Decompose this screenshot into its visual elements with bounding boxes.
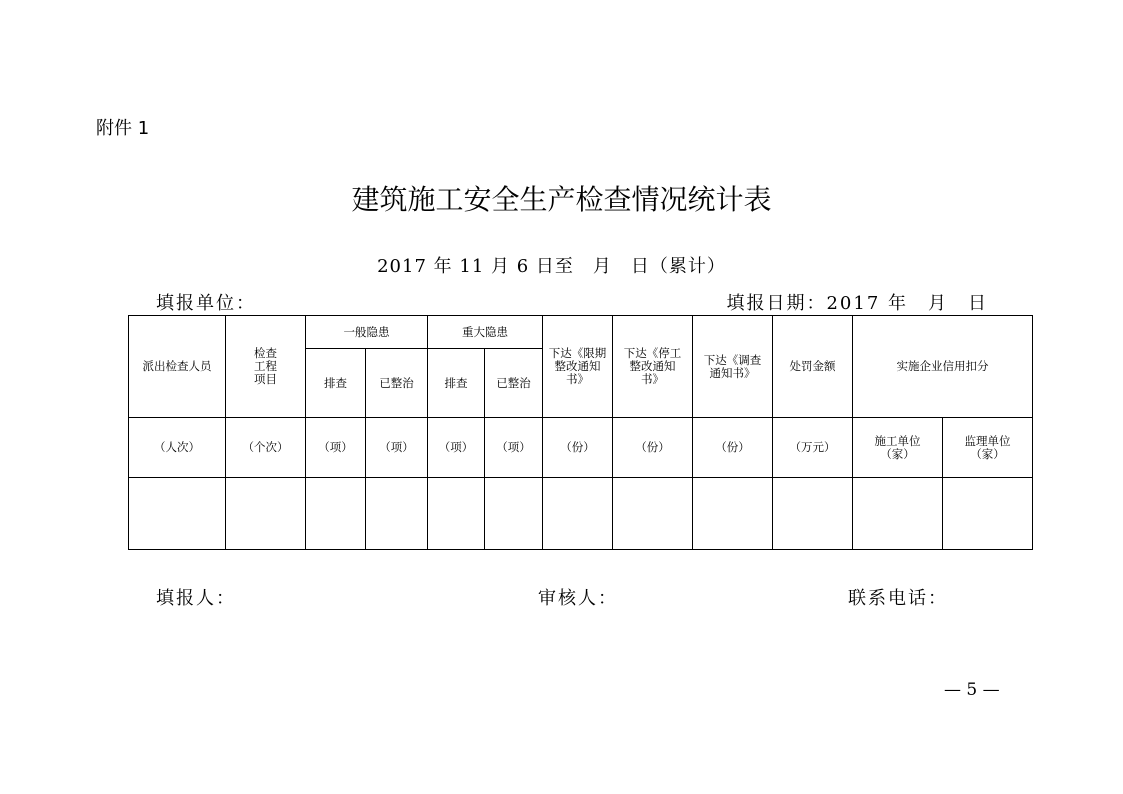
data-cell-inspectors[interactable] [129, 478, 226, 550]
data-cell-major-rectified[interactable] [485, 478, 543, 550]
unit-projects: （个次） [226, 418, 306, 478]
data-cell-construction-unit[interactable] [853, 478, 943, 550]
unit-general-rectified: （项） [366, 418, 428, 478]
data-cell-projects[interactable] [226, 478, 306, 550]
data-cell-investigation-notice[interactable] [693, 478, 773, 550]
unit-major-rectified: （项） [485, 418, 543, 478]
unit-construction-unit: 施工单位 （家） [853, 418, 943, 478]
data-cell-supervision-unit[interactable] [943, 478, 1033, 550]
data-cell-stop-work-notice[interactable] [613, 478, 693, 550]
header-inspectors: 派出检查人员 [129, 316, 226, 418]
header-penalty-amount: 处罚金额 [773, 316, 853, 418]
header-major-hazards: 重大隐患 [428, 316, 543, 349]
unit-penalty-amount: （万元） [773, 418, 853, 478]
header-major-investigated: 排查 [428, 349, 485, 418]
phone-label: 联系电话： [848, 588, 948, 609]
filling-unit-label: 填报单位： [156, 293, 256, 314]
unit-stop-work-notice: （份） [613, 418, 693, 478]
statistics-table [128, 315, 1033, 550]
filling-date-label: 填报日期：2017 年 月 日 [726, 293, 988, 314]
filler-label: 填报人： [156, 588, 236, 609]
header-investigation-notice: 下达《调查 通知书》 [693, 316, 773, 418]
data-cell-general-rectified[interactable] [366, 478, 428, 550]
header-credit-deduction: 实施企业信用扣分 [853, 316, 1033, 418]
unit-inspectors: （人次） [129, 418, 226, 478]
header-general-investigated: 排查 [306, 349, 366, 418]
data-cell-rectification-notice[interactable] [543, 478, 613, 550]
date-range: 2017 年 11 月 6 日至 月 日（累计） [377, 256, 726, 277]
unit-general-investigated: （项） [306, 418, 366, 478]
data-cell-general-investigated[interactable] [306, 478, 366, 550]
data-cell-penalty-amount[interactable] [773, 478, 853, 550]
header-general-hazards: 一般隐患 [306, 316, 428, 349]
header-projects: 检查 工程 项目 [226, 316, 306, 418]
page-number: — 5 — [944, 680, 1000, 700]
unit-investigation-notice: （份） [693, 418, 773, 478]
attachment-label: 附件 1 [96, 118, 150, 139]
header-stop-work-notice: 下达《停工 整改通知 书》 [613, 316, 693, 418]
unit-rectification-notice: （份） [543, 418, 613, 478]
header-rectification-notice: 下达《限期 整改通知 书》 [543, 316, 613, 418]
unit-supervision-unit: 监理单位 （家） [943, 418, 1033, 478]
document-title: 建筑施工安全生产检查情况统计表 [351, 183, 772, 216]
unit-major-investigated: （项） [428, 418, 485, 478]
header-major-rectified: 已整治 [485, 349, 543, 418]
data-cell-major-investigated[interactable] [428, 478, 485, 550]
header-general-rectified: 已整治 [366, 349, 428, 418]
reviewer-label: 审核人： [538, 588, 618, 609]
table-data-row [129, 478, 1033, 550]
